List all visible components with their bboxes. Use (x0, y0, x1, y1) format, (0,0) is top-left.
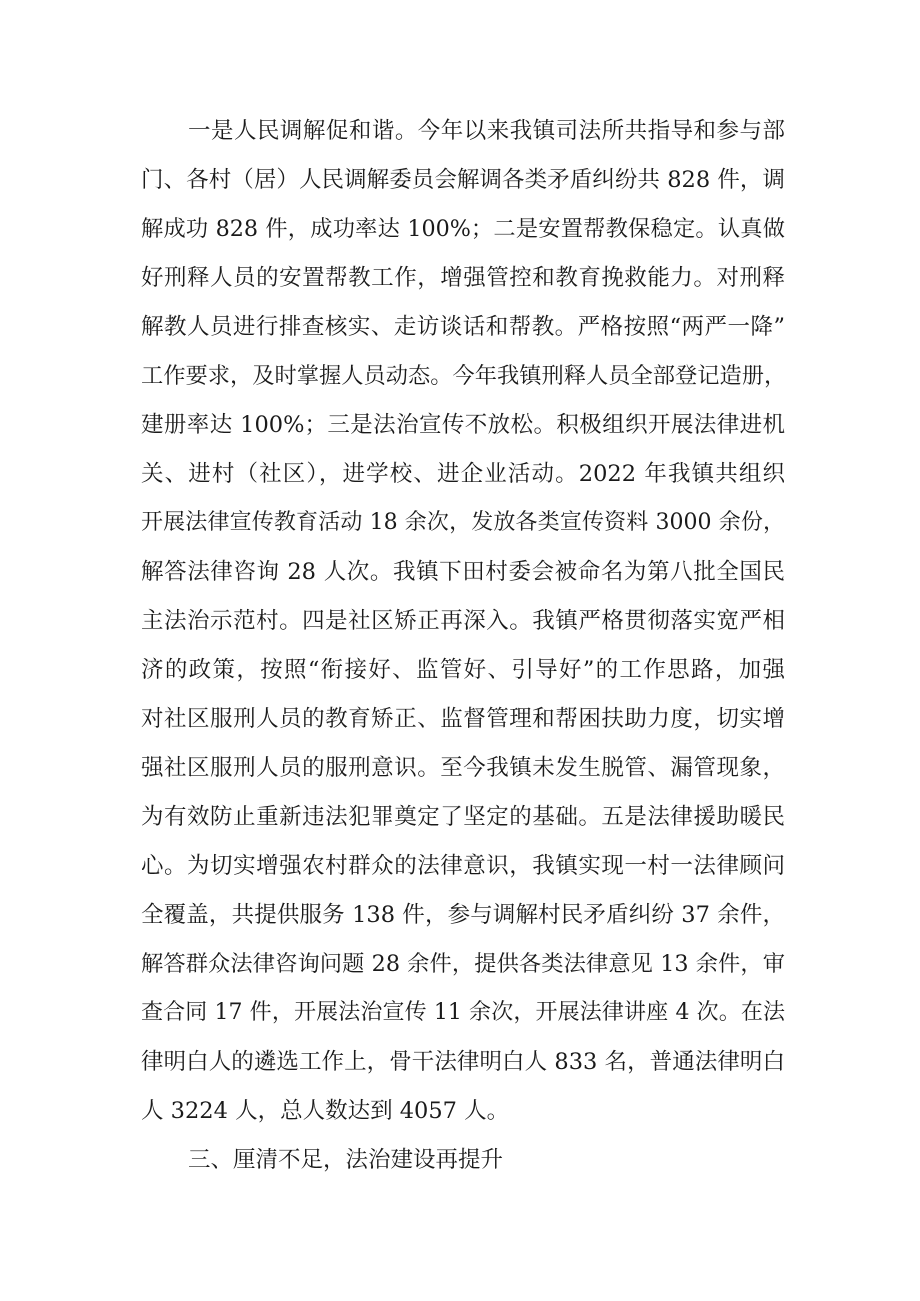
paragraph-line: 开展法律宣传教育活动 18 余次，发放各类宣传资料 3000 余份， (141, 510, 785, 535)
paragraph-line: 好刑释人员的安置帮教工作，增强管控和教育挽救能力。对刑释 (141, 265, 785, 291)
paragraph-line: 全覆盖，共提供服务 138 件，参与调解村民矛盾纠纷 37 余件， (141, 902, 785, 928)
paragraph-line: 门、各村（居）人民调解委员会解调各类矛盾纠纷共 828 件，调 (141, 167, 785, 193)
paragraph-line: 解教人员进行排查核实、走访谈话和帮教。严格按照“两严一降” (141, 314, 785, 340)
paragraph-line: 解答法律咨询 28 人次。我镇下田村委会被命名为第八批全国民 (141, 559, 785, 585)
paragraph-line: 关、进村（社区），进学校、进企业活动。2022 年我镇共组织 (141, 461, 785, 487)
paragraph-line: 济的政策，按照“衔接好、监管好、引导好”的工作思路，加强 (141, 657, 785, 683)
paragraph-line: 为有效防止重新违法犯罪奠定了坚定的基础。五是法律援助暖民 (141, 804, 785, 830)
paragraph-line: 解答群众法律咨询问题 28 余件，提供各类法律意见 13 余件，审 (141, 951, 785, 977)
paragraph-line: 工作要求，及时掌握人员动态。今年我镇刑释人员全部登记造册， (141, 363, 787, 389)
section-heading: 三、厘清不足，法治建设再提升 (188, 1147, 504, 1173)
paragraph-line: 解成功 828 件，成功率达 100%；二是安置帮教保稳定。认真做 (141, 216, 785, 242)
paragraph-line: 查合同 17 件，开展法治宣传 11 余次，开展法律讲座 4 次。在法 (141, 1000, 785, 1025)
paragraph-line: 建册率达 100%；三是法治宣传不放松。积极组织开展法律进机 (141, 412, 785, 438)
paragraph-line: 主法治示范村。四是社区矫正再深入。我镇严格贯彻落实宽严相 (141, 608, 785, 634)
paragraph-line-last: 人 3224 人，总人数达到 4057 人。 (141, 1098, 510, 1124)
paragraph-line: 律明白人的遴选工作上，骨干法律明白人 833 名，普通法律明白 (141, 1049, 785, 1075)
paragraph-line: 一是人民调解促和谐。今年以来我镇司法所共指导和参与部 (188, 118, 785, 144)
paragraph-line: 强社区服刑人员的服刑意识。至今我镇未发生脱管、漏管现象， (141, 755, 785, 781)
paragraph-line: 对社区服刑人员的教育矫正、监督管理和帮困扶助力度，切实增 (141, 706, 785, 732)
paragraph-line: 心。为切实增强农村群众的法律意识，我镇实现一村一法律顾问 (141, 853, 785, 879)
